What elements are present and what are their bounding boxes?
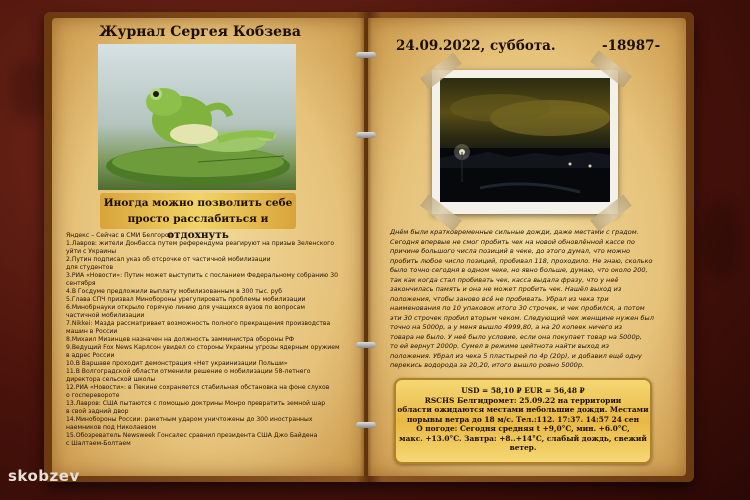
news-item: 12.РИА «Новости»: в Пекине сохраняется стабильная обстановка на фоне слухов: [66, 384, 330, 391]
news-item: 3.РИА «Новости»: Путин может выступить с посланием Федеральному собранию 30: [66, 272, 339, 279]
diary-line: наименования по 10 упаковок итого 30 строчек, и чек пробился, а потом: [390, 304, 645, 312]
diary-line: пробить любое число позиций, пробивал 118, проходило. Не знаю, сколько: [390, 256, 653, 265]
news-item: машин в России: [66, 328, 118, 335]
news-header: Яндекс – Сейчас в СМИ Белгород: [66, 232, 173, 239]
news-item: 15.Обозреватель Newsweek Гонсалес сравнил президента США Джо Байдена: [66, 432, 318, 439]
diary-line: положения, чтобы заново всё не пробивать. Убрал из чека три: [390, 294, 609, 303]
night-photo-frame: [432, 70, 618, 214]
news-item: в адрес России: [66, 352, 115, 359]
news-item: 6.Минобрнауки открыло горячую линию для учащихся вузов по вопросам: [66, 304, 305, 311]
weather-line: области ожидаются местами небольшие дожди. Местами: [397, 405, 649, 414]
news-item: частичной мобилизации: [66, 312, 145, 319]
news-item: 2.Путин подписал указ об отсрочке от частичной мобилизации: [66, 256, 271, 263]
diary-line: было точно сегодня в одном чеке, но явно больше, думаю, что около 200,: [390, 266, 648, 274]
frog-photo: [98, 44, 296, 190]
weather-line: порывы ветра до 18 м/с. Тел.:112. 17:37. 14:57 24 сен: [406, 414, 640, 424]
news-item: 5.Глава СПЧ призвал Минобороны урегулировать проблемы мобилизации: [66, 296, 306, 303]
currency-rates: USD = 58,10 ₽ EUR = 56,48 ₽: [461, 386, 585, 395]
binder-ring: [356, 422, 376, 428]
diary-line: точно на 5000р, а у меня вышло 4999,80, а на 20 копеек ничего из: [390, 323, 623, 331]
news-item: 13.Лавров: США пытаются с помощью доктрины Монро превратить земной шар: [66, 400, 326, 407]
diary-line: перекись водорода за 20,20, итого вышло ровно 5000р.: [390, 361, 585, 369]
binder-ring: [356, 132, 376, 138]
news-item: 8.Михаил Мизинцев назначен на должность замминистра обороны РФ: [66, 336, 295, 343]
diary-line: то ей вернут 2000р. Сумел в режиме цейтнота найти выход из: [390, 342, 610, 350]
news-item: 7.Nikkei: Мазда рассматривает возможность полного прекращения производства: [66, 320, 331, 327]
weather-line: макс. +13.0°C. Завтра: +8..+14°C, слабый дождь, свежий: [399, 433, 647, 443]
night-sky-photo: [440, 78, 610, 202]
weather-line: О погоде: Сегодня средняя t +9,0°C, мин. +6.0°C,: [416, 424, 630, 433]
entry-date: 24.09.2022, суббота.: [396, 38, 556, 54]
binder-ring: [356, 52, 376, 58]
photo-caption-line: просто расслабиться и отдохнуть: [127, 213, 269, 241]
storm-night-image: [440, 78, 610, 202]
news-item: о госперевороте: [66, 392, 120, 399]
frog-on-lily-pad-image: [98, 44, 296, 190]
diary-line: закончилась память и она не может пробить чек. Нашёл выход из: [390, 285, 622, 293]
diary-line: положения. Убрал из чека 5 пластырей по 4р (20р), и добавил ещё одну: [390, 351, 642, 360]
weather-line: RSCHS Белгидромет: 25.09.22 на территории: [424, 395, 622, 405]
journal-title: Журнал Сергея Кобзева: [99, 24, 301, 40]
diary-line: товара не было. У неё было условие, если она покупает товар на 5000р,: [390, 332, 642, 341]
diary-line: эти 30 строчек пробил вторым чеком. Следующий чек женщине нужен был: [390, 313, 654, 322]
news-list: [66, 232, 356, 448]
news-item: сентября: [66, 280, 96, 287]
diary-line: причине большого числа позиций в чеке, до этого думал, что можно: [390, 247, 631, 255]
news-item: 14.Минобороны России: ракетным ударом уничтожены до 300 иностранных: [66, 416, 313, 423]
book-spine: [360, 18, 372, 476]
binder-ring: [356, 342, 376, 348]
news-item: директора сельской школы: [66, 376, 156, 383]
news-item: 4.В Госдуме предложили выплату мобилизованным в 300 тыс. руб: [66, 288, 283, 295]
news-item: 9.Ведущий Fox News Карлсон увидел со стороны Украины угрозы ядерным оружием: [66, 344, 340, 351]
news-item: наемников под Николаевом: [66, 424, 157, 431]
news-item: 1.Лавров: жители Донбасса путем референдума реагируют на призыв Зеленского: [66, 240, 335, 247]
diary-line: Сегодня впервые не смог пробить чек на новой обновлённой кассе по: [390, 237, 635, 246]
leather-texture: [700, 200, 740, 280]
news-item: уйти с Украины: [66, 248, 117, 255]
news-item: 11.В Волгоградской области отменили решение о мобилизации 58-летнего: [66, 368, 311, 375]
diary-line: так как когда стал пробивать чек, касса выдала фразу, что у неё: [390, 275, 619, 284]
news-item: в свой задний двор: [66, 408, 129, 415]
photo-caption-line: Иногда можно позволить себе: [103, 197, 293, 209]
author-watermark: skobzev: [8, 467, 80, 485]
weather-line: ветер.: [509, 443, 537, 452]
news-item: 10.В Варшаве проходит демонстрация «Нет украинизации Польши»: [66, 360, 288, 367]
news-item: для студентов: [66, 264, 114, 271]
weather-info-box: [394, 378, 652, 464]
diary-entry: [390, 228, 690, 371]
entry-number: -18987-: [602, 38, 661, 54]
news-item: с Шалтаем-Болтаем: [66, 440, 131, 447]
diary-line: Днём были кратковременные сильные дожди, даже местами с градом.: [390, 228, 639, 236]
